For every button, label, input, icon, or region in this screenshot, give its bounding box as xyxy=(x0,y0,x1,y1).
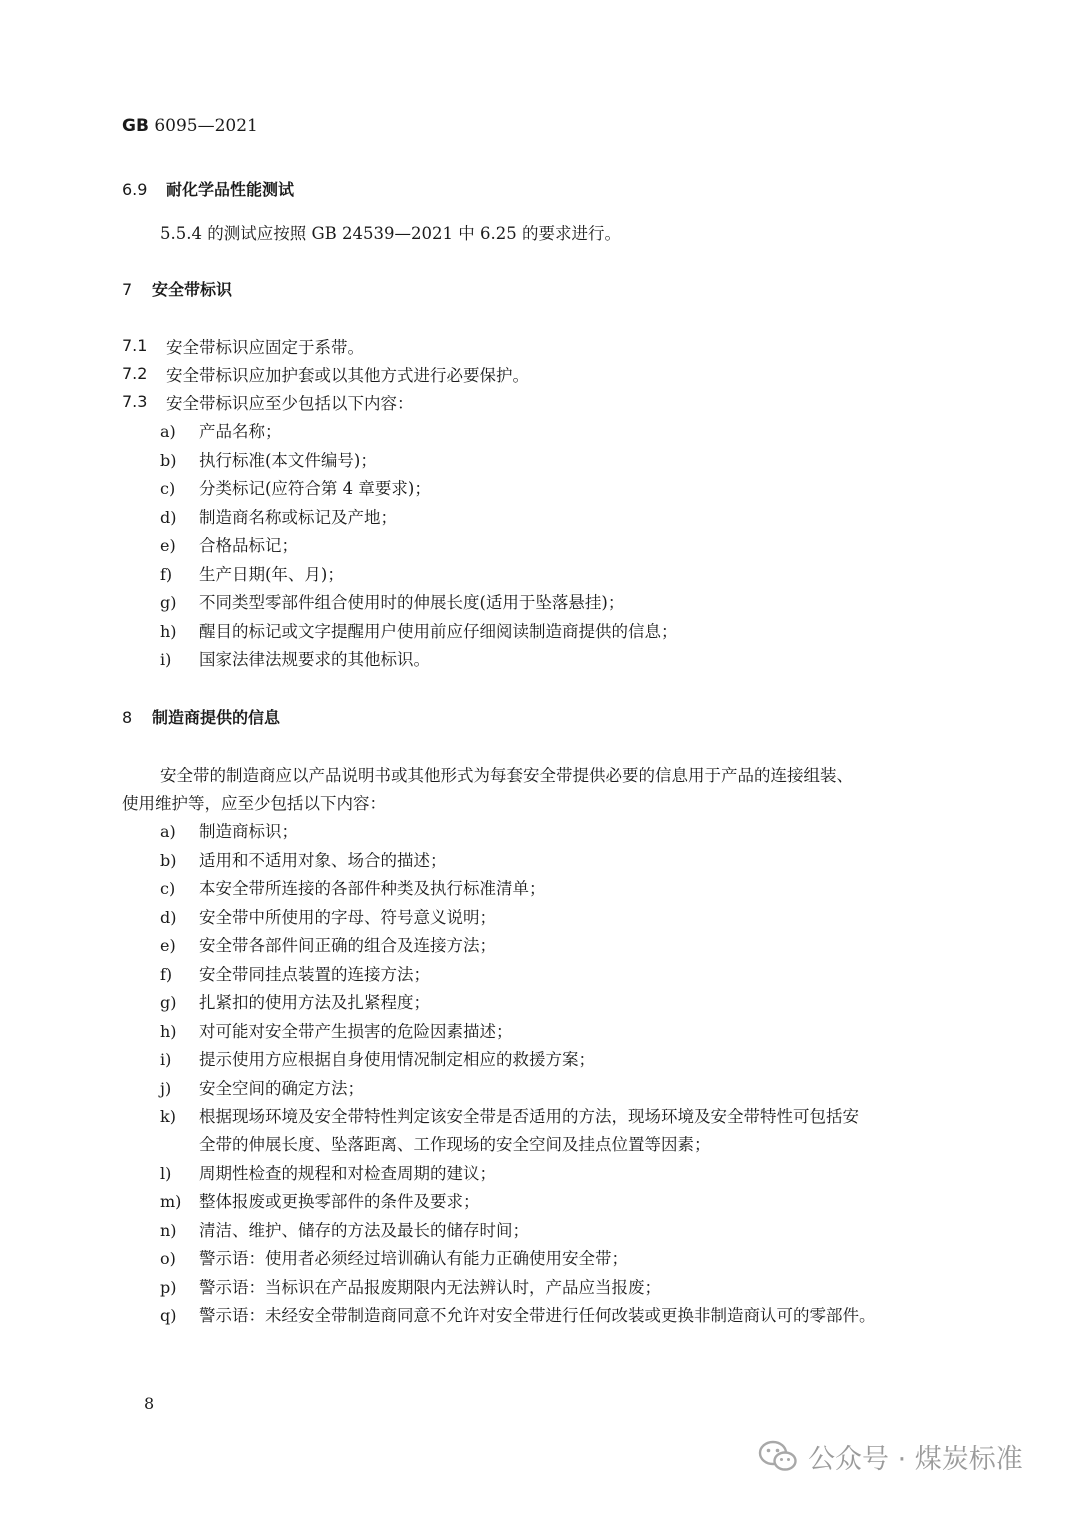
list-item: 警示语：未经安全带制造商同意不允许对安全带进行任何改装或更换非制造商认可的零部件。 xyxy=(199,1306,876,1325)
section-8-intro-cont: 使用维护等，应至少包括以下内容： xyxy=(122,794,386,813)
section-title: 制造商提供的信息 xyxy=(152,708,281,727)
list-item-label: f) xyxy=(160,965,173,984)
list-item-label: j) xyxy=(160,1079,172,1098)
section-number: 6.9 xyxy=(122,180,148,199)
section-6-9-heading xyxy=(122,178,294,202)
clause-text: 安全带标识应加护套或以其他方式进行必要保护。 xyxy=(166,366,529,385)
section-title: 耐化学品性能测试 xyxy=(166,180,295,199)
list-item: 安全带中所使用的字母、符号意义说明； xyxy=(199,908,496,927)
list-item-label: q) xyxy=(160,1306,177,1325)
standard-number: 6095—2021 xyxy=(154,116,258,136)
document-header xyxy=(122,114,258,138)
list-item: 分类标记(应符合第 4 章要求)； xyxy=(199,479,431,498)
list-item: 合格品标记； xyxy=(199,536,298,555)
list-item-label: a) xyxy=(160,422,176,441)
list-item-label: i) xyxy=(160,1050,172,1069)
list-item: 提示使用方应根据自身使用情况制定相应的救援方案； xyxy=(199,1050,595,1069)
list-item-label: c) xyxy=(160,879,176,898)
list-item-label: g) xyxy=(160,593,177,612)
section-number: 7 xyxy=(122,280,133,299)
list-item: 执行标准(本文件编号)； xyxy=(199,451,377,470)
list-item-label: k) xyxy=(160,1107,176,1126)
section-8-heading xyxy=(122,706,280,730)
list-item-label: g) xyxy=(160,993,177,1012)
list-item: 安全带同挂点装置的连接方法； xyxy=(199,965,430,984)
list-item-label: i) xyxy=(160,650,172,669)
list-item-label: m) xyxy=(160,1192,182,1211)
list-item-label: o) xyxy=(160,1249,176,1268)
list-item-label: h) xyxy=(160,622,177,641)
list-item: 对可能对安全带产生损害的危险因素描述； xyxy=(199,1022,513,1041)
list-item: 安全带各部件间正确的组合及连接方法； xyxy=(199,936,496,955)
watermark xyxy=(758,1436,1023,1476)
wechat-icon xyxy=(758,1439,798,1473)
list-item: 本安全带所连接的各部件种类及执行标准清单； xyxy=(199,879,546,898)
page-number: 8 xyxy=(144,1394,155,1413)
list-item-label: p) xyxy=(160,1278,177,1297)
list-item: 安全空间的确定方法； xyxy=(199,1079,364,1098)
list-item: 不同类型零部件组合使用时的伸展长度(适用于坠落悬挂)； xyxy=(199,593,625,612)
list-item: 制造商标识； xyxy=(199,822,298,841)
list-item: 警示语：当标识在产品报废期限内无法辨认时，产品应当报废； xyxy=(199,1278,661,1297)
list-item-label: c) xyxy=(160,479,176,498)
clause-text: 安全带标识应固定于系带。 xyxy=(166,338,364,357)
clause-number: 7.2 xyxy=(122,364,148,383)
list-item: 根据现场环境及安全带特性判定该安全带是否适用的方法，现场环境及安全带特性可包括安 xyxy=(199,1107,859,1126)
clause-number: 7.3 xyxy=(122,392,148,411)
list-item-label: n) xyxy=(160,1221,177,1240)
list-item: 整体报废或更换零部件的条件及要求； xyxy=(199,1192,480,1211)
list-item-label: f) xyxy=(160,565,173,584)
list-item: 警示语：使用者必须经过培训确认有能力正确使用安全带； xyxy=(199,1249,628,1268)
list-item-label: b) xyxy=(160,851,177,870)
list-item-label: d) xyxy=(160,908,177,927)
list-item-cont: 全带的伸展长度、坠落距离、工作现场的安全空间及挂点位置等因素； xyxy=(199,1135,711,1154)
list-item: 扎紧扣的使用方法及扎紧程度； xyxy=(199,993,430,1012)
watermark-text: 公众号 · 煤炭标准 xyxy=(808,1443,1023,1475)
list-item-label: h) xyxy=(160,1022,177,1041)
clause-number: 7.1 xyxy=(122,336,148,355)
list-item: 产品名称； xyxy=(199,422,282,441)
list-item: 清洁、维护、储存的方法及最长的储存时间； xyxy=(199,1221,529,1240)
clause-text: 安全带标识应至少包括以下内容： xyxy=(166,394,414,413)
list-item: 生产日期(年、月)； xyxy=(199,565,344,584)
section-7-heading xyxy=(122,278,232,302)
list-item-label: e) xyxy=(160,536,176,555)
section-number: 8 xyxy=(122,708,133,727)
list-item-label: b) xyxy=(160,451,177,470)
list-item: 适用和不适用对象、场合的描述； xyxy=(199,851,447,870)
list-item: 周期性检查的规程和对检查周期的建议； xyxy=(199,1164,496,1183)
list-item-label: a) xyxy=(160,822,176,841)
section-title: 安全带标识 xyxy=(152,280,233,299)
list-item-label: e) xyxy=(160,936,176,955)
list-item: 制造商名称或标记及产地； xyxy=(199,508,397,527)
list-item-label: l) xyxy=(160,1164,172,1183)
section-8-intro: 安全带的制造商应以产品说明书或其他形式为每套安全带提供必要的信息用于产品的连接组装、 xyxy=(160,766,853,785)
list-item: 醒目的标记或文字提醒用户使用前应仔细阅读制造商提供的信息； xyxy=(199,622,678,641)
list-item: 国家法律法规要求的其他标识。 xyxy=(199,650,430,669)
list-item-label: d) xyxy=(160,508,177,527)
standard-code: GB xyxy=(122,116,149,136)
section-6-9-text: 5.5.4 的测试应按照 GB 24539—2021 中 6.25 的要求进行。 xyxy=(160,224,621,243)
